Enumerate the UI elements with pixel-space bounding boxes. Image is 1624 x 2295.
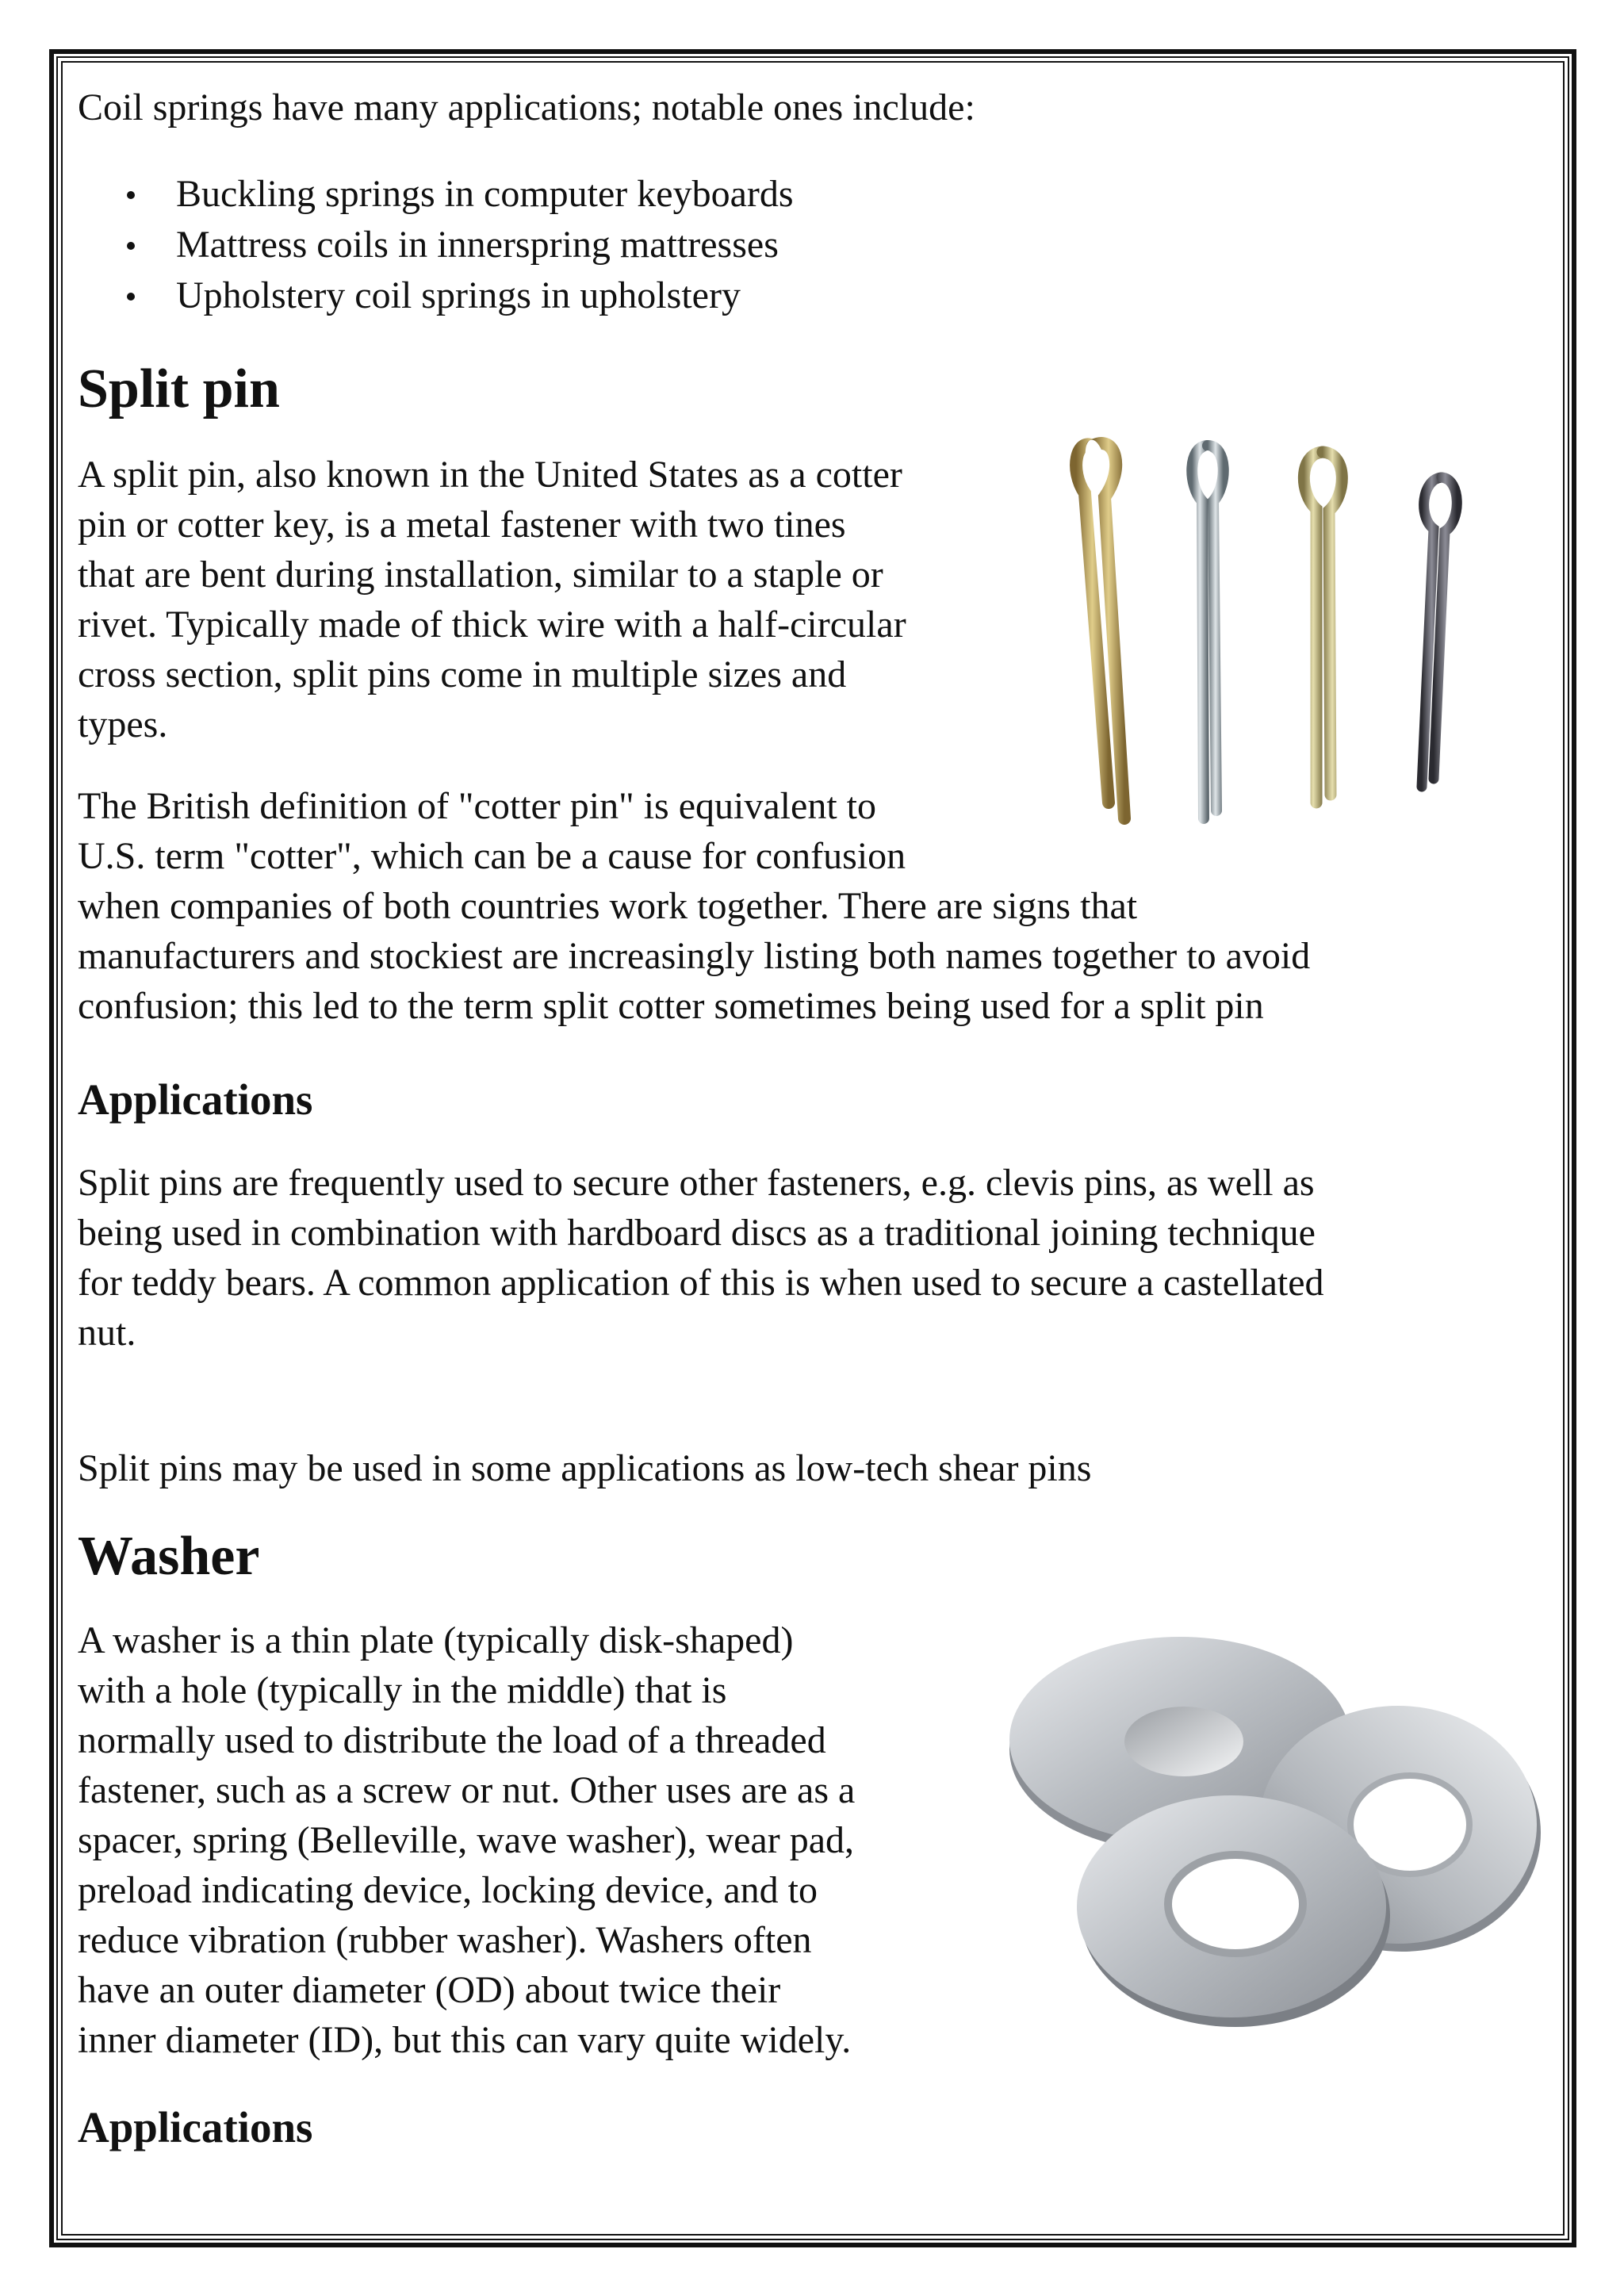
coil-springs-intro: Coil springs have many applications; notable ones include: <box>78 86 975 128</box>
split-pin-dark <box>1422 477 1457 787</box>
washer-applications-heading: Applications <box>78 2103 313 2151</box>
split-pin-applications-paragraph-1: Split pins are frequently used to secure other fasteners, e.g. clevis pins, as well as being used in combination with hardboard discs as a traditional joining technique for teddy bears. A common application of this is when used to secure a castellated nut. <box>78 1162 1324 1354</box>
split-pin-gold <box>1304 452 1342 803</box>
split-pin-paragraph-1: A split pin, also known in the United States as a cotter pin or cotter key, is a metal fastener with two tines that are bent during installation, similar to a staple or rivet. Typically made of thick wire with a half-circular cross section, split pins come in multiple sizes and types. <box>78 454 906 745</box>
bullet-icon <box>127 293 135 301</box>
washers-photo-icon <box>998 1623 1546 2038</box>
split-pin-heading: Split pin <box>78 358 280 420</box>
bullet-icon <box>127 242 135 250</box>
split-pin-applications-heading: Applications <box>78 1075 313 1124</box>
list-item: Upholstery coil springs in upholstery <box>78 270 1513 321</box>
list-item: Buckling springs in computer keyboards <box>78 169 1513 220</box>
coil-springs-list <box>78 169 1513 321</box>
split-pin-brass <box>1076 438 1124 818</box>
bullet-icon <box>127 191 135 199</box>
washer-paragraph: A washer is a thin plate (typically disk-shaped) with a hole (typically in the middle) that is normally used to distribute the load of a threaded fastener, such as a screw or nut. Other uses are as a spacer, spring (Belleville, wave washer), wear pad, preload indicating device, locking device, and to reduce vibration (rubber washer). Washers often have an outer diameter (OD) about twice their inner diameter (ID), but this can vary quite widely. <box>78 1619 856 2061</box>
split-pin-steel <box>1192 446 1223 818</box>
split-pins-photo-icon <box>1061 422 1505 842</box>
washer-heading: Washer <box>78 1526 260 1587</box>
list-item: Mattress coils in innerspring mattresses <box>78 220 1513 270</box>
split-pin-paragraph-2: The British definition of "cotter pin" is equivalent to U.S. term "cotter", which can be a cause for confusion when companies of both countries work together. There are signs that manufacturers and stockiest are increasingly listing both names together to avoid confusion; this led to the term split cotter sometimes being used for a split pin <box>78 785 1311 1027</box>
split-pin-applications-paragraph-2: Split pins may be used in some applications as low-tech shear pins <box>78 1447 1092 1489</box>
spacer <box>78 1358 1513 1412</box>
washer-front <box>1077 1795 1390 2027</box>
